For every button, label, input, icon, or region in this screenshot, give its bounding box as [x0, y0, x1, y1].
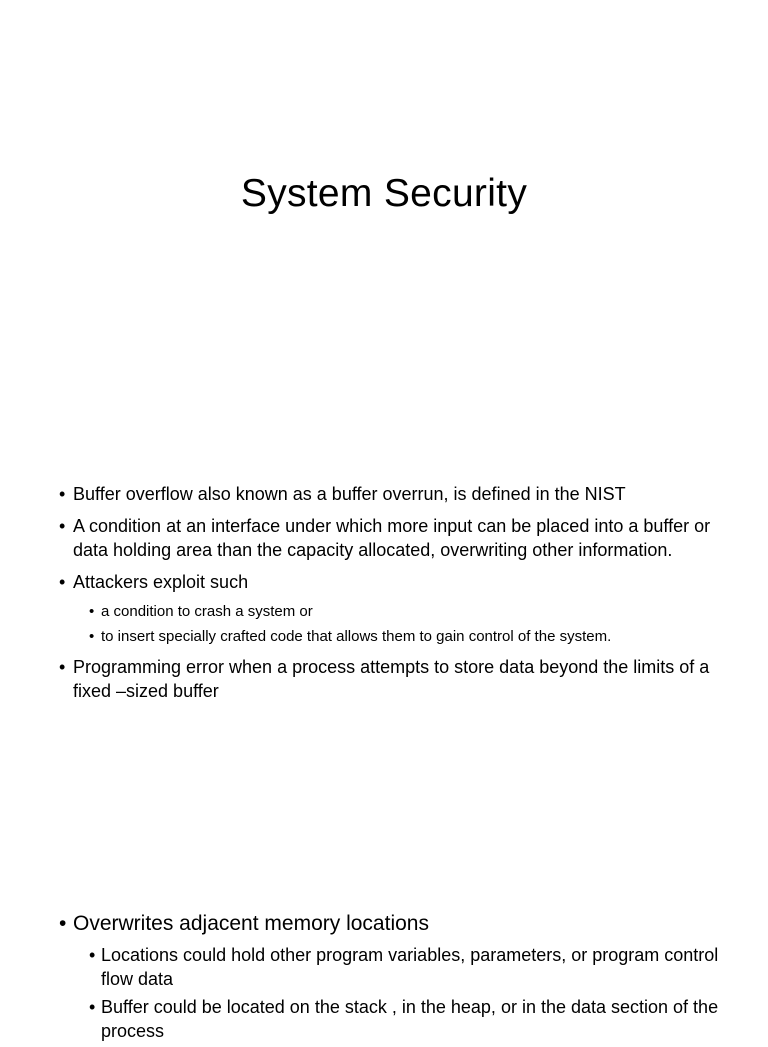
sub-bullet-item: • Locations could hold other program variables, parameters, or program control flow data — [89, 943, 731, 991]
slide-3 — [0, 884, 768, 1041]
sub-bullet-item: • to insert specially crafted code that allows them to gain control of the system. — [89, 627, 731, 647]
bullet-item: • Overwrites adjacent memory locations — [59, 911, 731, 937]
bullet-item: • Buffer overflow also known as a buffer overrun, is defined in the NIST — [59, 482, 731, 506]
slide-title: System Security — [240, 172, 528, 215]
slide-2 — [0, 460, 768, 884]
bullet-item: • A condition at an interface under which more input can be placed into a buffer or data holding area than the capacity allocated, overwriting other information. — [59, 514, 731, 562]
slide-1 — [0, 0, 768, 460]
bullet-list — [59, 911, 731, 1047]
bullet-item: • Attackers exploit such — [59, 570, 731, 594]
bullet-list — [59, 482, 731, 711]
sub-bullet-item: • a condition to crash a system or — [89, 602, 731, 622]
bullet-item: • Programming error when a process attempts to store data beyond the limits of a fixed –sized buffer — [59, 655, 731, 703]
sub-bullet-item: • Buffer could be located on the stack , in the heap, or in the data section of the process — [89, 995, 731, 1043]
